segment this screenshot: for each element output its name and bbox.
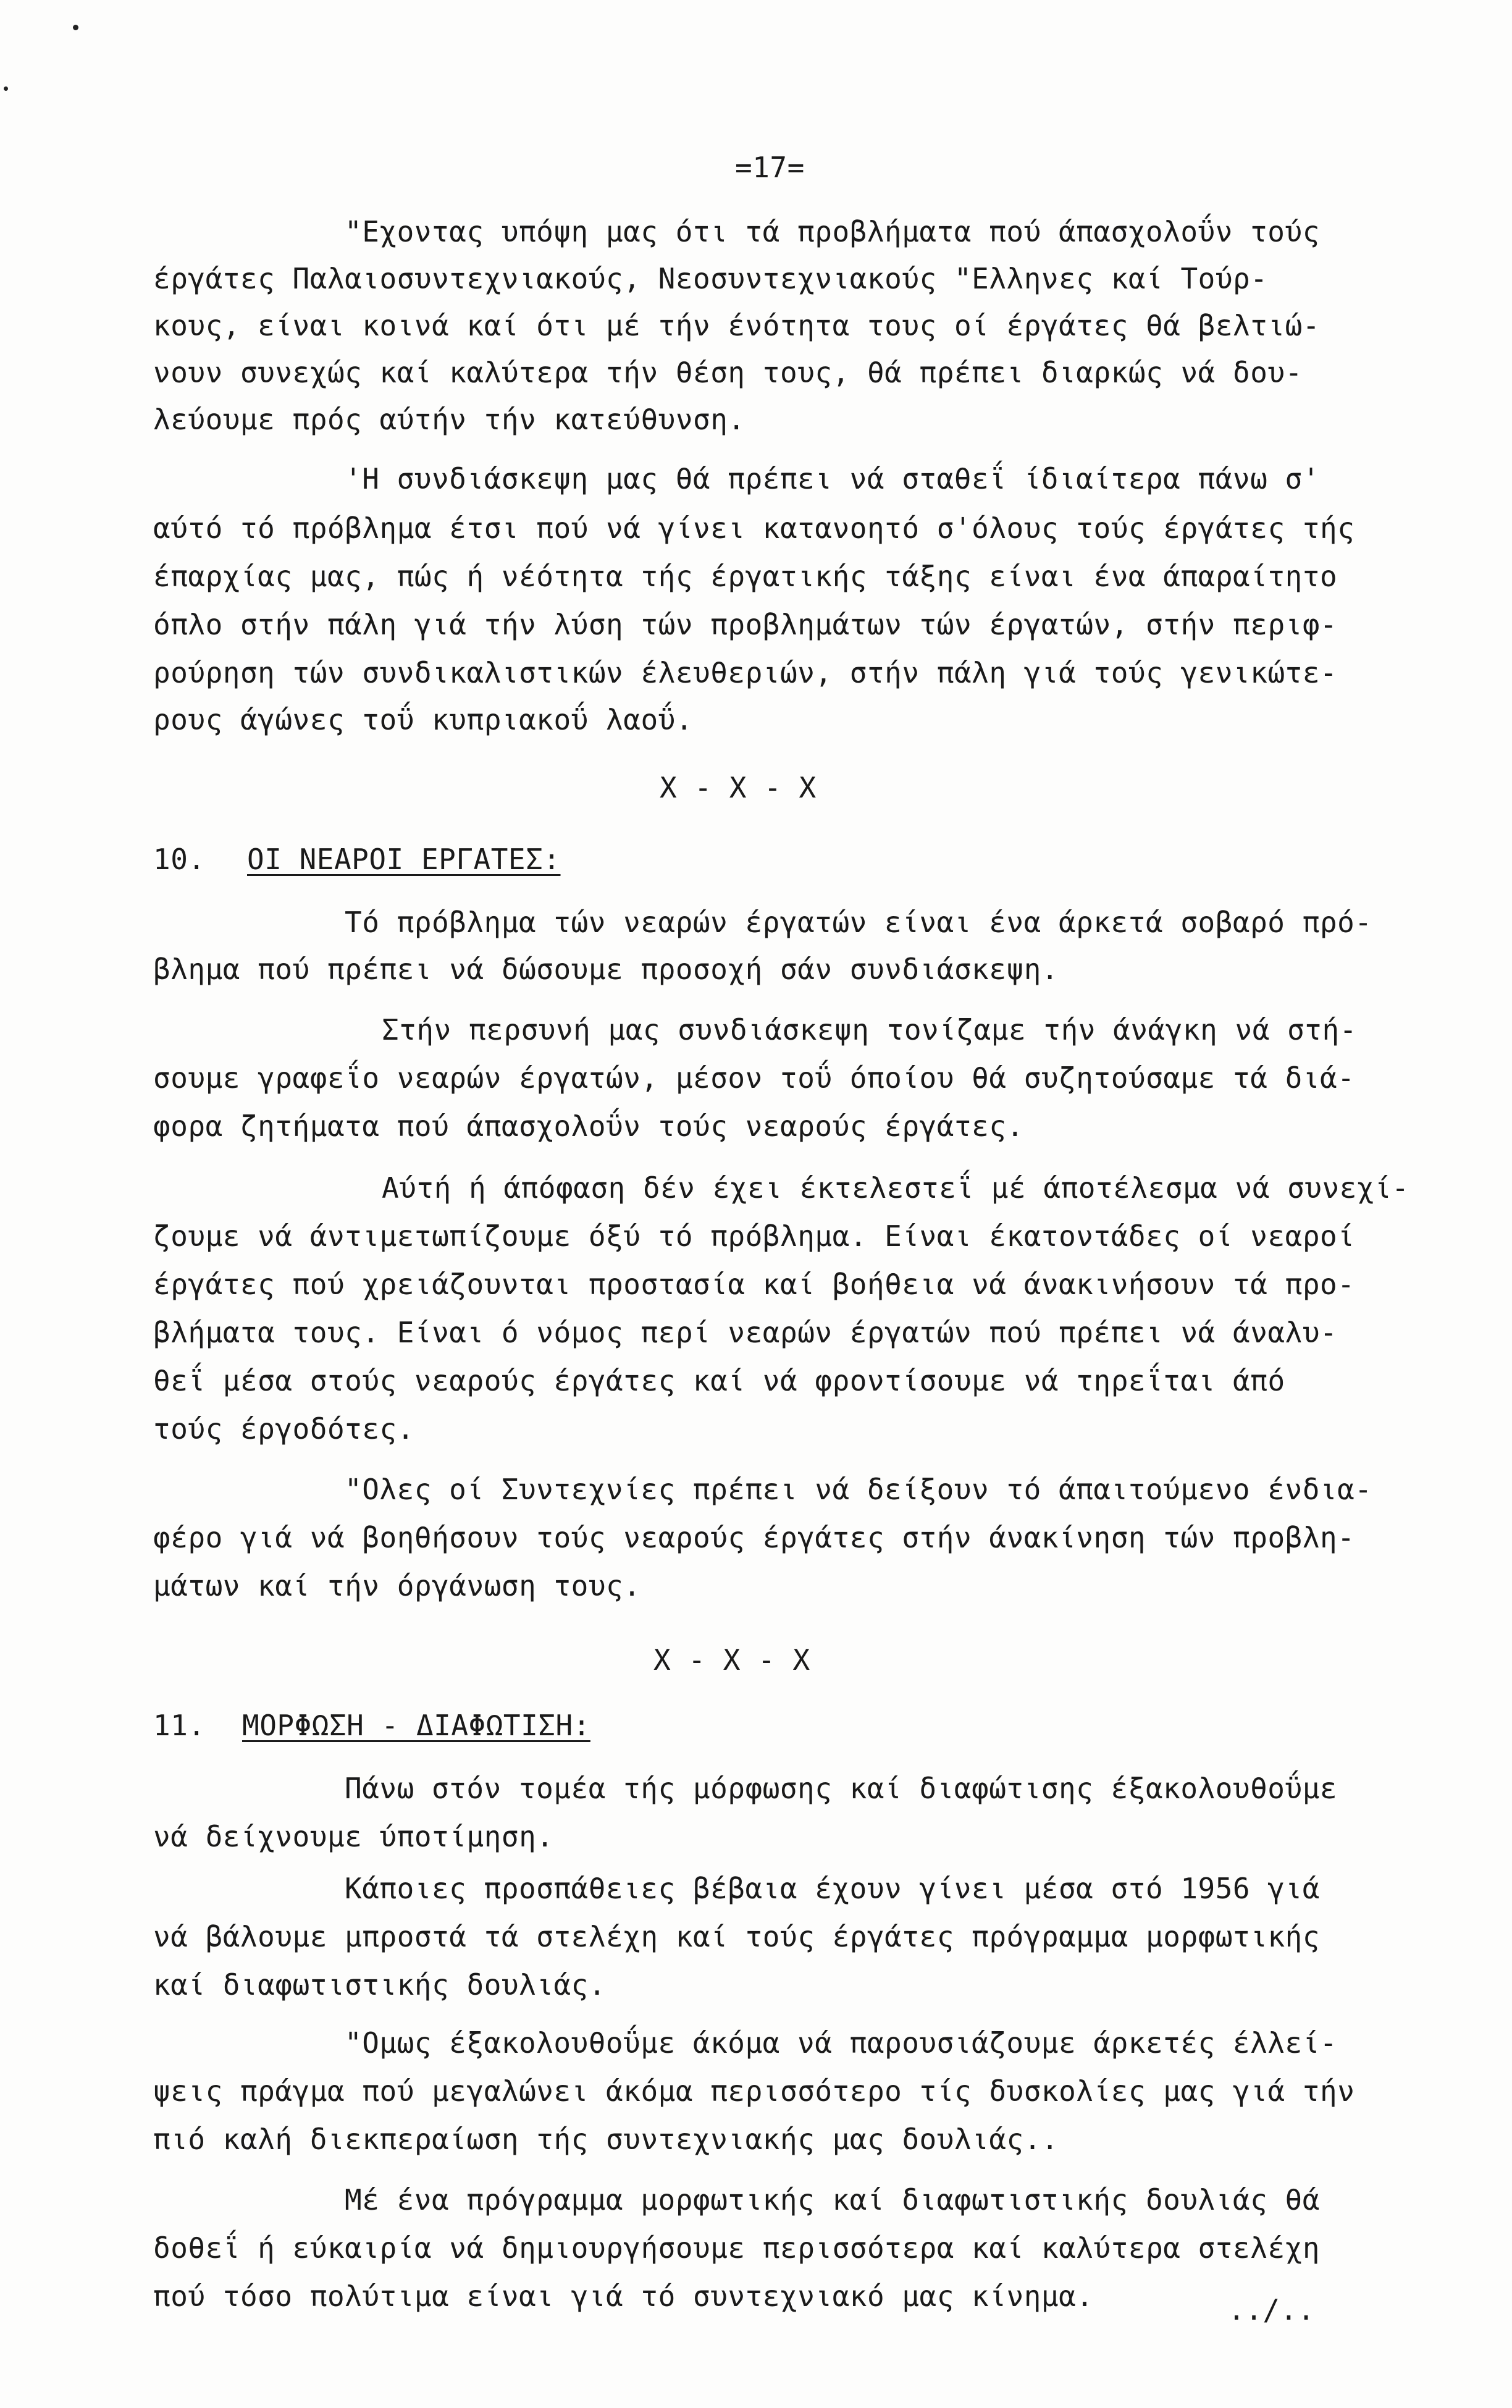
text-line: 'Η συνδιάσκεψη μας θά πρέπει νά σταθεΐ ίδιαίτερα πάνω σ' [345,462,1320,495]
text-line: Τό πρόβλημα τών νεαρών έργατών είναι ένα άρκετά σοβαρό πρό- [345,906,1372,939]
text-line: φέρο γιά νά βοηθήσουν τούς νεαρούς έργάτες στήν άνακίνηση τών προβλη- [153,1521,1355,1554]
text-line: έργάτες πού χρειάζουνται προστασία καί βοήθεια νά άνακινήσουν τά προ- [153,1268,1355,1301]
text-line: ζουμε νά άντιμετωπίζουμε όξύ τό πρόβλημα. Είναι έκατοντάδες οί νεαροί [153,1219,1355,1253]
ink-speck [4,86,8,91]
text-line: αύτό τό πρόβλημα έτσι πού νά γίνει κατανοητό σ'όλους τούς έργάτες τής [153,511,1355,545]
text-line: νά δείχνουμε ύποτίμηση. [153,1820,554,1853]
ink-speck [73,25,78,30]
text-line: πού τόσο πολύτιμα είναι γιά τό συντεχνιακό μας κίνημα. [153,2280,1094,2313]
text-line: βλήματα τους. Είναι ό νόμος περί νεαρών έργατών πού πρέπει νά άναλυ- [153,1316,1338,1349]
text-line: νά βάλουμε μπροστά τά στελέχη καί τούς έργάτες πρόγραμμα μορφωτικής [153,1920,1321,1953]
text-line: σουμε γραφεΐο νεαρών έργατών, μέσον τοΰ όποίου θά συζητούσαμε τά διά- [153,1061,1355,1095]
text-line: βλημα πού πρέπει νά δώσουμε προσοχή σάν συνδιάσκεψη. [153,953,1059,986]
section-number: 11. [153,1709,206,1742]
text-line: ρους άγώνες τοΰ κυπριακοΰ λαοΰ. [153,703,694,736]
text-line: όπλο στήν πάλη γιά τήν λύση τών προβλημάτων τών έργατών, στήν περιφ- [153,608,1338,641]
text-line: φορα ζητήματα πού άπασχολοΰν τούς νεαρούς έργάτες. [153,1109,1024,1143]
text-line: Μέ ένα πρόγραμμα μορφωτικής καί διαφωτιστικής δουλιάς θά [345,2183,1320,2216]
text-line: έπαρχίας μας, πώς ή νέότητα τής έργατικής τάξης είναι ένα άπαραίτητο [153,560,1338,593]
text-line: έργάτες Παλαιοσυντεχνιακούς, Νεοσυντεχνιακούς "Ελληνες καί Τούρ- [153,262,1268,295]
text-line: "Ολες οί Συντεχνίες πρέπει νά δείξουν τό άπαιτούμενο ένδια- [345,1473,1372,1506]
section-number: 10. [153,843,206,876]
text-line: Πάνω στόν τομέα τής μόρφωσης καί διαφώτισης έξακολουθοΰμε [345,1772,1338,1805]
text-line: δοθεΐ ή εύκαιρία νά δημιουργήσουμε περισσότερα καί καλύτερα στελέχη [153,2231,1321,2265]
text-line: λεύουμε πρός αύτήν τήν κατεύθυνση. [153,403,746,436]
text-line: πιό καλή διεκπεραίωση τής συντεχνιακής μας δουλιάς.. [153,2123,1059,2156]
text-line: ρούρηση τών συνδικαλιστικών έλευθεριών, στήν πάλη γιά τούς γενικώτε- [153,656,1338,689]
text-line: Κάποιες προσπάθειες βέβαια έχουν γίνει μέσα στό 1956 γιά [345,1872,1320,1905]
text-line: κους, είναι κοινά καί ότι μέ τήν ένότητα τους οί έργάτες θά βελτιώ- [153,309,1321,342]
text-line: τούς έργοδότες. [153,1412,414,1446]
continuation-mark: ../.. [1228,2293,1315,2326]
text-line: "Ομως έξακολουθοΰμε άκόμα νά παρουσιάζουμε άρκετές έλλεί- [345,2026,1338,2060]
text-line: Αύτή ή άπόφαση δέν έχει έκτελεστεΐ μέ άποτέλεσμα νά συνεχί- [382,1171,1409,1205]
section-title: ΜΟΡΦΩΣΗ - ΔΙΑΦΩΤΙΣΗ: [242,1709,590,1742]
text-line: ψεις πράγμα πού μεγαλώνει άκόμα περισσότερο τίς δυσκολίες μας γιά τήν [153,2074,1355,2108]
section-title: ΟΙ ΝΕΑΡΟΙ ΕΡΓΑΤΕΣ: [247,843,561,876]
section-separator: Χ - Χ - Χ [660,771,817,804]
text-line: Στήν περσυνή μας συνδιάσκεψη τονίζαμε τήν άνάγκη νά στή- [382,1013,1357,1046]
section-separator: Χ - Χ - Χ [653,1643,810,1677]
text-line: θεΐ μέσα στούς νεαρούς έργάτες καί νά φροντίσουμε νά τηρεΐται άπό [153,1364,1285,1397]
text-line: νουν συνεχώς καί καλύτερα τήν θέση τους, θά πρέπει διαρκώς νά δου- [153,356,1303,389]
text-line: "Εχοντας υπόψη μας ότι τά προβλήματα πού άπασχολοΰν τούς [345,215,1320,248]
text-line: καί διαφωτιστικής δουλιάς. [153,1968,607,2002]
text-line: μάτων καί τήν όργάνωση τους. [153,1569,641,1602]
page-number: =17= [735,151,805,184]
